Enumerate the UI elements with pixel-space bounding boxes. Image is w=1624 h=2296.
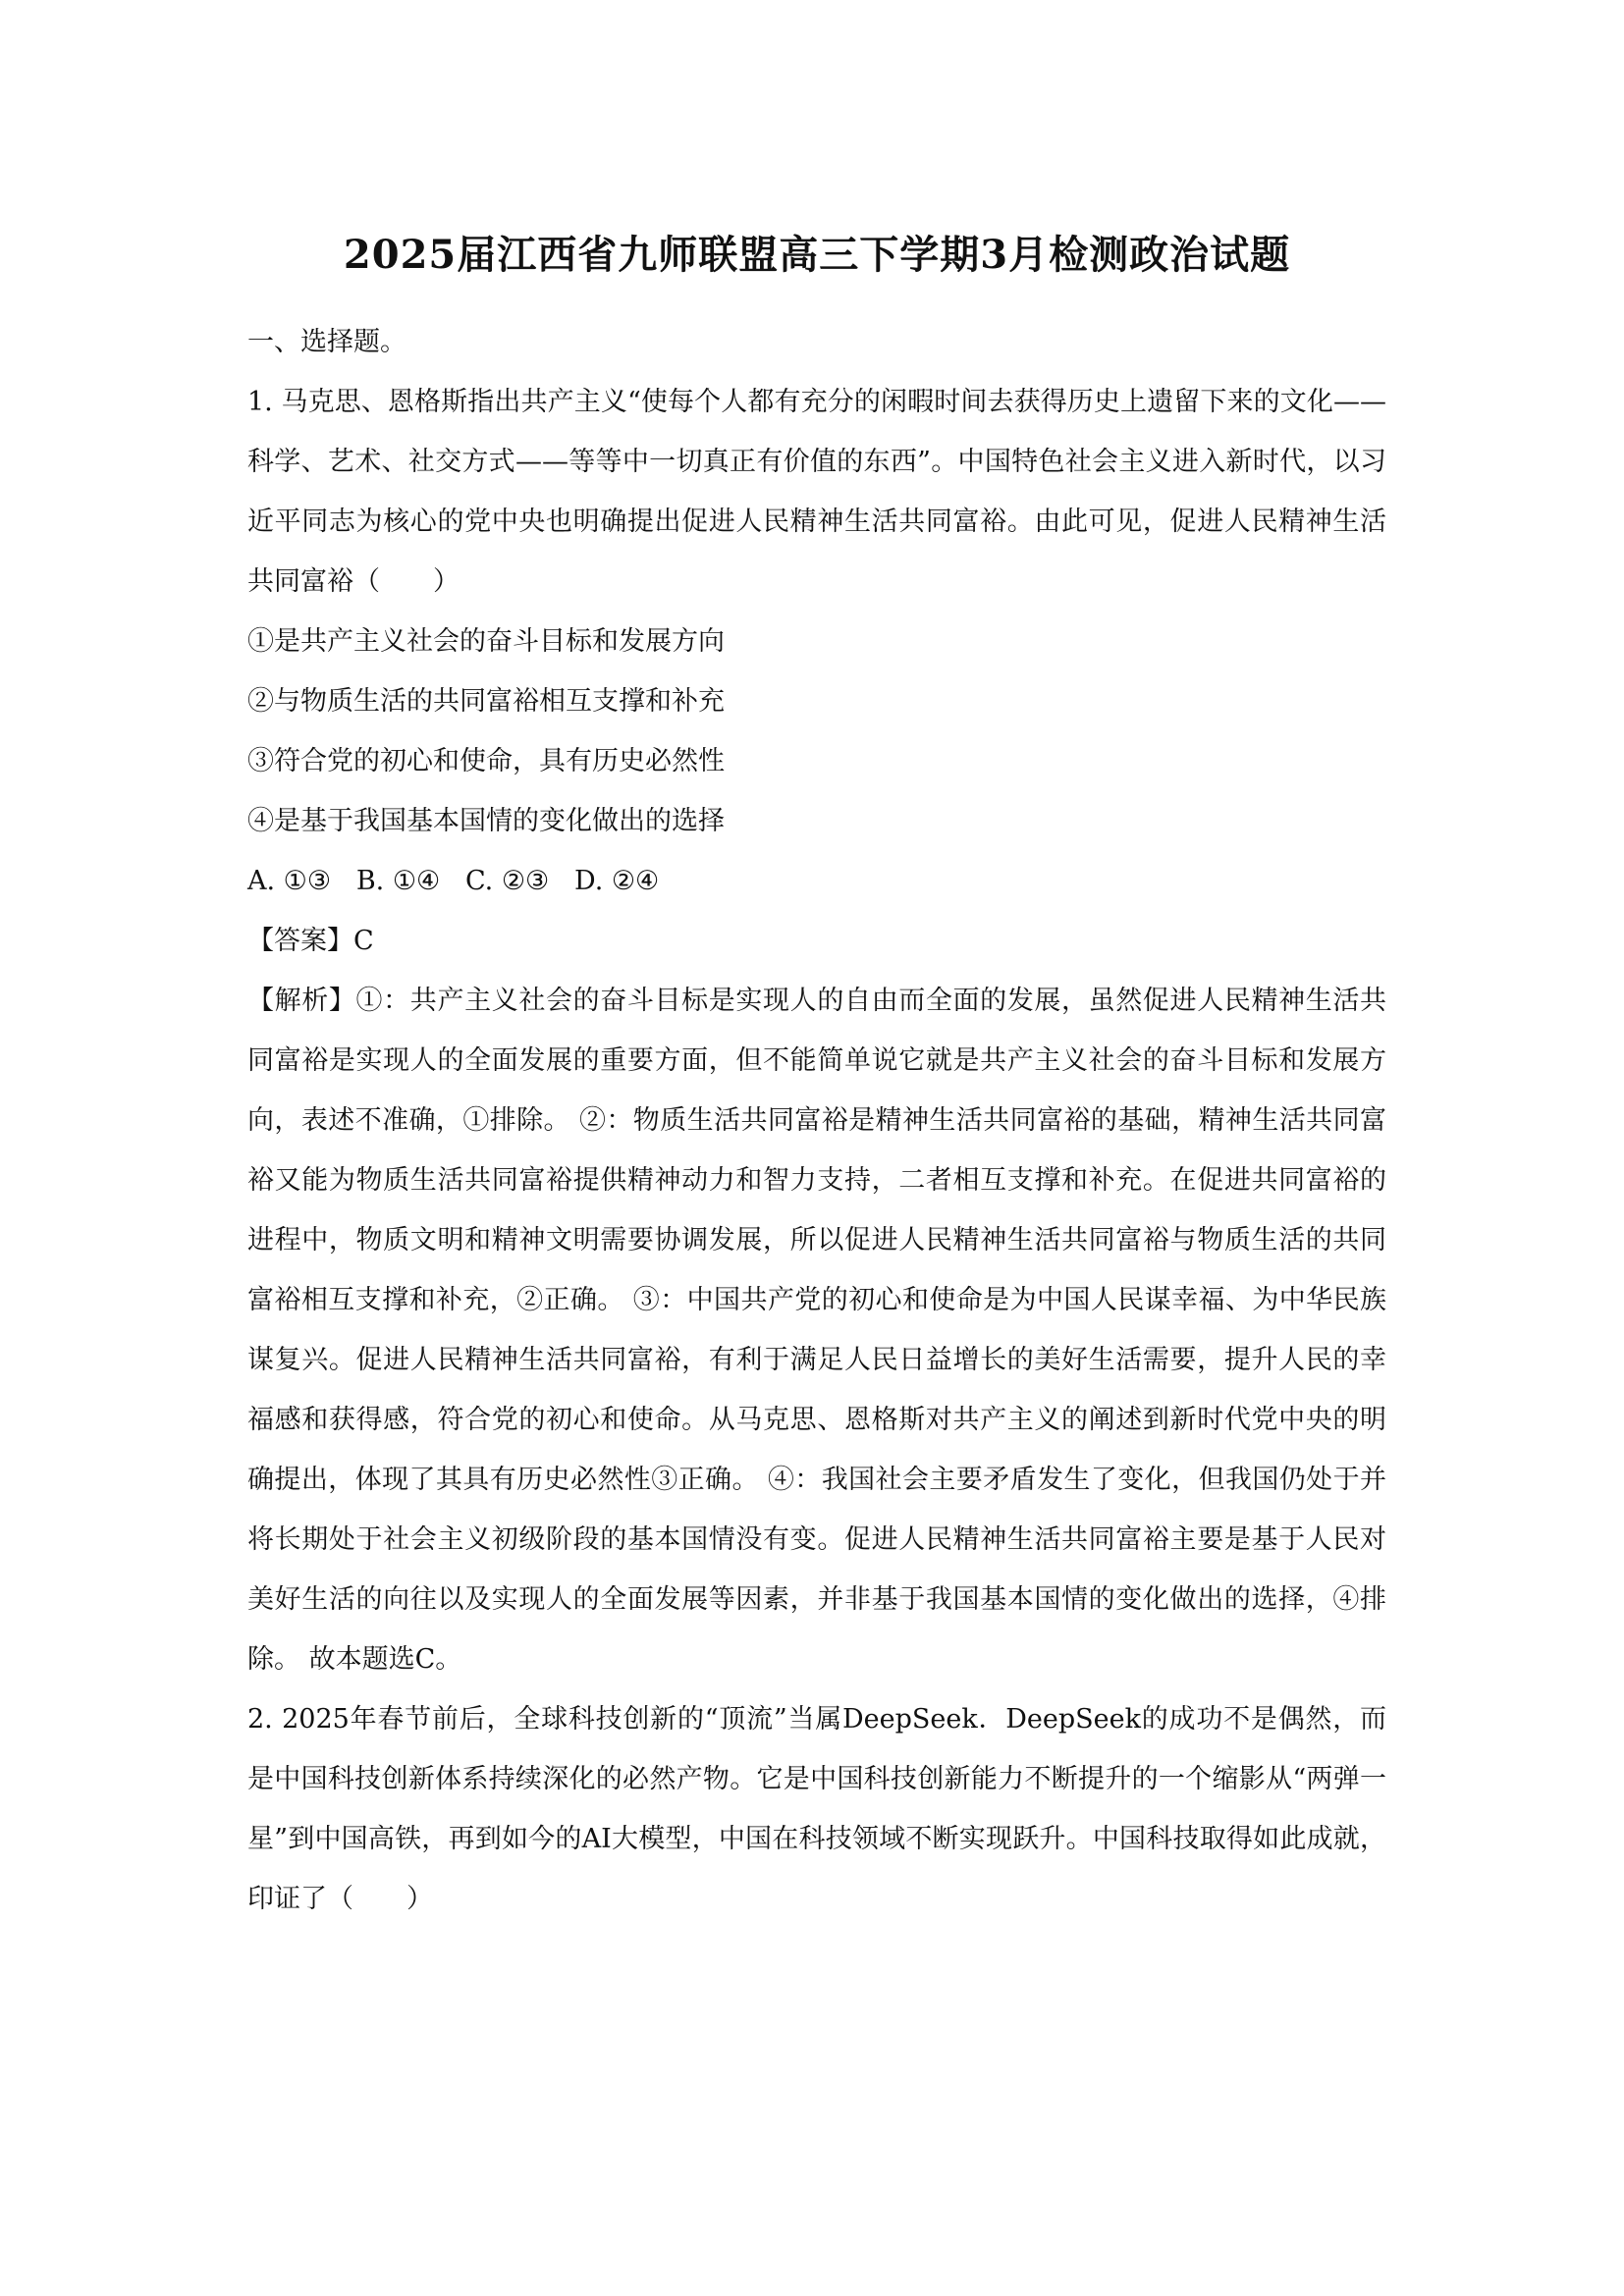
question-1-analysis: 【解析】①：共产主义社会的奋斗目标是实现人的自由而全面的发展，虽然促进人民精神生活共同富裕是实现人的全面发展的重要方面，但不能简单说它就是共产主义社会的奋斗目标和发展方向，表述不准确，①排除。 ②：物质生活共同富裕是精神生活共同富裕的基础，精神生活共同富裕又能为物质生活共同富裕提供精神动力和智力支持，二者相互支撑和补充。在促进共同富裕的进程中，物质文明和精神文明需要协调发展，所以促进人民精神生活共同富裕与物质生活的共同富裕相互支撑和补充，②正确。 ③：中国共产党的初心和使命是为中国人民谋幸福、为中华民族谋复兴。促进人民精神生活共同富裕，有利于满足人民日益增长的美好生活需要，提升人民的幸福感和获得感，符合党的初心和使命。从马克思、恩格斯对共产主义的阐述到新时代党中央的明确提出，体现了其具有历史必然性③正确。 ④：我国社会主要矛盾发生了变化，但我国仍处于并将长期处于社会主义初级阶段的基本国情没有变。促进人民精神生活共同富裕主要是基于人民对美好生活的向往以及实现人的全面发展等因素，并非基于我国基本国情的变化做出的选择，④排除。 故本题选C。 [247,986,1386,1675]
document-page [247,226,1386,1929]
question-1-option-2: ②与物质生活的共同富裕相互支撑和补充 [247,686,725,717]
question-1-option-4: ④是基于我国基本国情的变化做出的选择 [247,806,725,836]
question-1-choices: A. ①③ B. ①④ C. ②③ D. ②④ [247,866,660,896]
question-2-stem: 2. 2025年春节前后，全球科技创新的“顶流”当属DeepSeek．DeepSeek的成功不是偶然，而是中国科技创新体系持续深化的必然产物。它是中国科技创新能力不断提升的一个缩影从“两弹一星”到中国高铁，再到如今的AI大模型，中国在科技领域不断实现跃升。中国科技取得如此成就，印证了（ ） [247,1704,1386,1914]
question-1-option-3: ③符合党的初心和使命，具有历史必然性 [247,746,725,776]
document-title: 2025届江西省九师联盟高三下学期3月检测政治试题 [343,232,1291,278]
section-heading: 一、选择题。 [247,327,406,357]
question-1-stem: 1. 马克思、恩格斯指出共产主义“使每个人都有充分的闲暇时间去获得历史上遗留下来的文化——科学、艺术、社交方式——等等中一切真正有价值的东西”。中国特色社会主义进入新时代，以习近平同志为核心的党中央也明确提出促进人民精神生活共同富裕。由此可见，促进人民精神生活共同富裕（ ） [247,387,1386,597]
question-1-option-1: ①是共产主义社会的奋斗目标和发展方向 [247,626,725,657]
question-1-answer: 【答案】C [247,926,374,956]
